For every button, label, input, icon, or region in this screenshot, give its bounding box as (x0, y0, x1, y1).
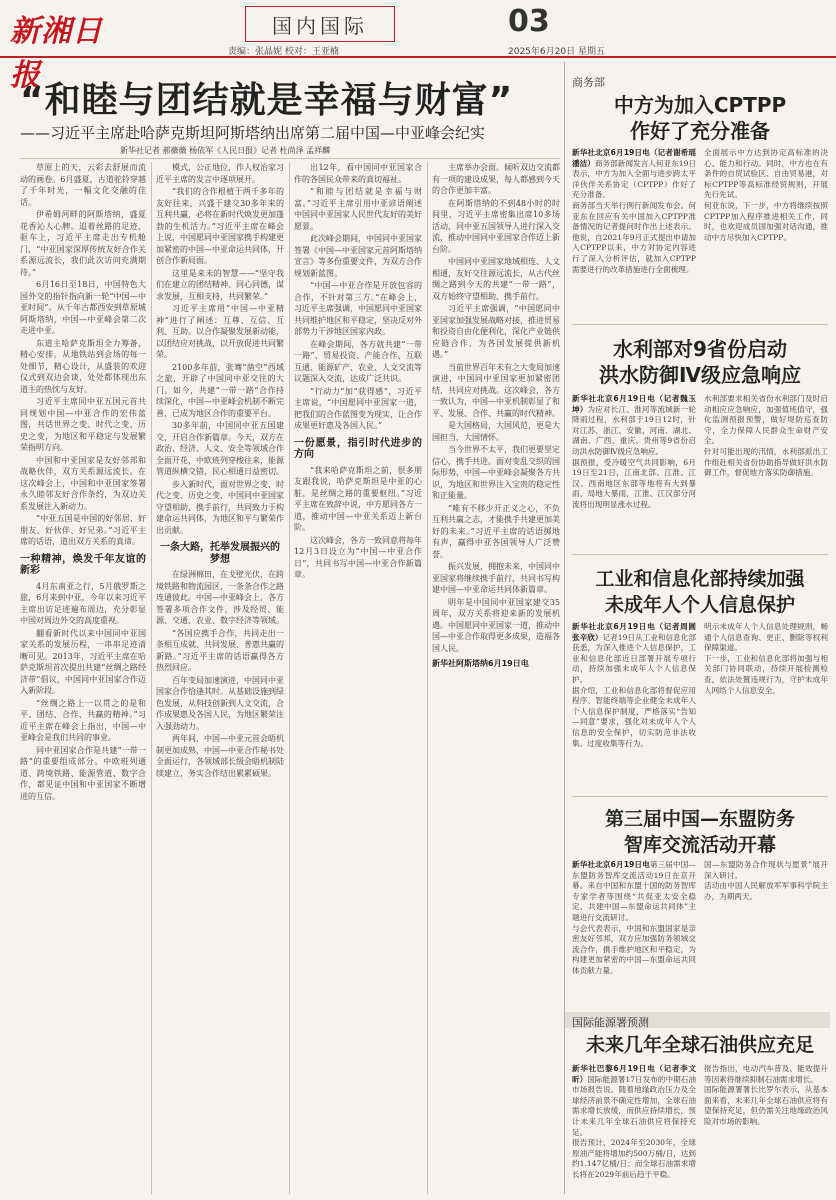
paragraph: 伊希姆河畔的阿斯塔纳，盛夏花香沁人心脾。追着丝路的足迹，驱车上，习近平主席走出专机舱门，“中亚国家深厚传统友好合作关系源远流长，我们此次访问充满期待。” (20, 210, 146, 277)
main-column-1 (20, 162, 146, 1194)
paragraph: 在阿斯塔纳的不到48小时的时间里，习近平主席密集出席10多场活动，同中亚五国领导人进行深入交流，推动中国同中亚国家合作迈上新台阶。 (432, 198, 560, 254)
paragraph: 明年是中国同中亚国家建交35周年，双方关系将迎来新的发展机遇。中国愿同中亚国家一道，推动中国—中亚合作取得更多成果，造福各国人民。 (432, 597, 560, 653)
paragraph: 习近平主席强调，“中国愿同中亚国家加强发展战略对接，推进贸易和投资自由化便利化，深化产业链供应链合作，为各国发展提供新机遇。” (432, 304, 560, 359)
story-tag: 国际能源署预测 (572, 1016, 649, 1029)
main-column-2 (156, 162, 284, 1194)
paragraph: 在峰会期间，各方就共建“一带一路”、贸易投资、产能合作、互联互通、能源矿产、农业、人文交流等议题深入交流，达成广泛共识。 (294, 339, 422, 383)
page-number: 03 (508, 4, 550, 39)
paragraph: 主席举办会面。倾听双边交流都有一项的建设成果，每人都感到今天的合作更加丰富。 (432, 163, 560, 195)
section-heading: 一份愿景，指引时代进步的方向 (294, 437, 422, 460)
paragraph: “各国应携手合作，共同走出一条相互成就、共同发展、普惠共赢的新路。”习近平主席的话语赢得各方热烈回应。 (156, 628, 284, 672)
paragraph: 是大国格局，大国风范，更是大国担当，大国情怀。 (432, 421, 560, 442)
paragraph: “中亚五国是中国的好邻居、好朋友、好伙伴、好兄弟。”习近平主席的话语，道出双方关系的真谛。 (20, 514, 146, 546)
paragraph: 中国和中亚国家是友好邻邦和战略伙伴，双方关系源远流长。在这次峰会上，中国和中亚国家签署永久睦邻友好合作条约，为双边关系发展注入新动力。 (20, 455, 146, 511)
story-body: 新华社巴黎6月19日电（记者李文昕）国际能源署17日发布的中期石油市场报告说，随着地缘政治压力及全球经济前景不确定性增加，全球石油需求增长放缓，而供应持续增长，预计未来几年全球石油供应将保持充足。 报告预计，2024年至2030年，全球原油产能将增加约500万桶/日，达到约1.147亿桶/日；而全球石油需求增长将在2029年前后趋于平稳。 (572, 1064, 696, 1179)
paragraph: 此次峰会期间，中国同中亚国家签署《中国—中亚国家元首阿斯塔纳宣言》等多份重要文件，为双方合作规划新蓝图。 (294, 234, 422, 278)
main-headline: “和睦与团结就是幸福与财富” (20, 80, 514, 121)
paragraph: 习近平主席用“中国—中亚精神”进行了阐述：互尊、互信、互利、互助。以合作凝聚发展新动能，以团结应对挑战，以开放促进共同繁荣。 (156, 304, 284, 359)
paragraph: 2100多年前，张骞“凿空”西域之旅，开辟了中国同中亚交往的大门。如今，共建“一带一路”合作持续深化，中国—中亚峰会机制不断完善，已成为地区合作的重要平台。 (156, 362, 284, 418)
section-tab: 国内国际 (245, 6, 395, 42)
paragraph: 当前世界百年未有之大变局加速演进，中国同中亚国家更加紧密团结，共同应对挑战。这次峰会，各方一致认为，中国—中亚机制彰显了和平、发展、合作、共赢的时代精神。 (432, 362, 560, 418)
issue-date: 2025年6月20日 星期五 (508, 47, 605, 57)
story-body: 新华社北京6月19日电（记者周圆 张辛欣）记者19日从工业和信息化部获悉，为深入推进个人信息保护，工业和信息化部近日部署开展专项行动，持续加强未成年人个人信息保护。 据介绍，工业和信息化部将督促应用程序、智能终端等企业健全未成年人个人信息保护制度，严格落实“告知—同意”要求，强化对未成年人个人信息的安全保护，切实防范非法收集、过度收集等行为。 (572, 622, 696, 748)
story-body: 报告指出，电动汽车普及、能效提升等因素将继续抑制石油需求增长。 国际能源署署长比罗尔表示，从基本面来看，未来几年全球石油供应将有望保持充足，但仍需关注地缘政治风险对市场的影响。 (704, 1064, 828, 1126)
story-headline: 工业和信息化部持续加强 未成年人个人信息保护 (595, 568, 805, 616)
paragraph: “和睦与团结就是幸福与财富。”习近平主席引用中亚谚语阐述中国同中亚国家人民世代友好的美好愿景。 (294, 187, 422, 231)
story-body: 水利部要求相关省份水利部门及时启动相应应急响应，加强值班值守，强化监测预报预警，做好堤防巡查防守，全力保障人民群众生命财产安全。 针对可能出现的汛情，水利部派出工作组赴相关省份协助指导做好洪水防御工作，督促地方落实防御措施。 (704, 394, 828, 478)
paragraph: 习近平主席同中亚五国元首共同规划中国—中亚合作的宏伟蓝图，共话世界之变、时代之变、历史之变，为地区和平稳定与发展繁荣指明方向。 (20, 397, 146, 452)
paragraph: 这里是来未的智慧——“坚守我们在建立的团结精神、同心同德，谋求发展，互相支持，共同繁荣。” (156, 268, 284, 301)
paragraph: “我来哈萨克斯坦之前，很多朋友跟我说，哈萨克斯坦是中亚的心脏，是丝绸之路的重要枢纽。”习近平主席在致辞中说，中方愿同各方一道，推动中国—中亚关系迈上新台阶。 (294, 465, 422, 532)
paragraph: 振兴发展，拥抱未来，中国同中亚国家将继续携手前行，共同书写构建中国—中亚命运共同体新篇章。 (432, 562, 560, 594)
story-tag: 商务部 (572, 76, 605, 89)
column-divider (289, 162, 290, 1194)
story-headline: 中方为加入CPTPP 作好了充分准备 (613, 93, 787, 143)
main-byline: 新华社记者 郝薇薇 杨依军《人民日报》记者 杜尚泽 孟祥麟 (120, 146, 331, 155)
section-heading: 一种精神，焕发千年友谊的新彩 (20, 553, 146, 576)
paragraph: 4月东南亚之行，5月俄罗斯之旅，6月来到中亚，今年以来习近平主席出访足迹遍布周边，充分彰显中国对周边外交的高度重视。 (20, 581, 146, 625)
paragraph: 6月16日至18日，中国特色大国外交的指针指向新一轮“中国—中亚时间”。从千年古都西安到草原城阿斯塔纳，中国—中亚峰会第二次走进中亚。 (20, 280, 146, 335)
paragraph: 两年间，中国—中亚元首会晤机制更加成熟，中国—中亚合作秘书处全面运行，各领域部长级会晤机制陆续建立，务实合作结出累累硕果。 (156, 734, 284, 778)
story-body: 新华社北京6月19日电第三届中国—东盟防务智库交流活动19日在京开幕。来自中国和东盟十国的防务智库专家学者等围绕“共促亚太安全稳定、共建中国—东盟命运共同体”主题进行交流研讨。 与会代表表示，中国和东盟国家是亲密友好邻邦，双方应加强防务领域交流合作，携手维护地区和平稳定，为构建更加紧密的中国—东盟命运共同体贡献力量。 (572, 860, 696, 975)
paragraph: “丝绸之路上一以贯之的是和平、团结、合作、共赢的精神。”习近平主席在峰会上指出，中国—中亚峰会是我们共同的事业。 (20, 698, 146, 742)
paragraph: 步入新时代，面对世界之变、时代之变、历史之变，中国同中亚国家守望相助、携手前行，共同致力于构建命运共同体，为地区和平与繁荣作出贡献。 (156, 479, 284, 535)
paragraph: 当今世界不太平，我们更要坚定信心，携手共进。面对变乱交织的国际形势，中国—中亚峰会凝聚各方共识，为地区和世界注入宝贵的稳定性和正能量。 (432, 445, 560, 500)
paragraph: “行动力”加“获得感”，习近平主席说，“中国愿同中亚国家一道，把我们的合作蓝图变为现实，让合作成果更好惠及各国人民。” (294, 386, 422, 430)
dateline-footer: 新华社阿斯塔纳6月19日电 (432, 659, 529, 668)
story-body: 明示未成年人个人信息处理规则，畅通个人信息查询、更正、删除等权利保障渠道。 下一步，工业和信息化部将加强与相关部门协同联动，持续开展检测检查，依法处置违规行为，守护未成年人网络个人信息安全。 (704, 622, 828, 695)
main-subheadline: ——习近平主席赴哈萨克斯坦阿斯塔纳出席第二届中国—中亚峰会纪实 (20, 124, 486, 142)
paragraph: “中国—中亚合作是开放包容的合作，不针对第三方。”在峰会上，习近平主席强调，中国愿同中亚国家共同维护地区和平稳定，坚决反对外部势力干涉地区国家内政。 (294, 281, 422, 336)
story-body: 全面展示中方达到协定高标准的决心、能力和行动。同时，中方也在有条件的自贸试验区、自由贸易港，对标CPTPP等高标准经贸规则，开展先行先试。 何亚东说，下一步，中方将继续按照CPTPP加入程序推进相关工作，同时，也欢迎成员国加强对话沟通，推动中方尽快加入CPTPP。 (704, 148, 828, 242)
paragraph: 出12年，看中国同中亚国家合作的各国民众带来的真切福祉。 (294, 163, 422, 184)
divider (572, 796, 828, 797)
paragraph: 30多年前，中国同中亚五国建交，开启合作新篇章。今天，双方在政治、经济、人文、安全等领域合作全面开花，中欧班列穿梭往来，能源管道纵横交错，民心相通日益密切。 (156, 421, 284, 476)
paragraph: 草原上的天，云彩去舒展而流动的画卷。6月盛夏，古道驼铃穿越了千年时光，一幅文化交融的佳话。 (20, 163, 146, 207)
divider (20, 158, 560, 159)
story-headline: 第三届中国—东盟防务 智库交流活动开幕 (604, 808, 795, 856)
column-divider (427, 162, 428, 1194)
main-column-3 (294, 162, 422, 1194)
section-heading: 一条大路，托举发展振兴的梦想 (160, 542, 280, 565)
divider (572, 554, 828, 555)
story-body: 国—东盟防务合作现状与愿景”展开深入研讨。 活动由中国人民解放军军事科学院主办，为期两天。 (704, 860, 828, 901)
paragraph: 东道主哈萨克斯坦全力筹备，精心安排，从地铁站到会场的每一处细节，精心设计，从盛装的欢迎仪式到双边会谈，处处都体现出东道主的热忱与友好。 (20, 338, 146, 394)
story-body: 新华社北京6月19日电（记者魏玉坤）为应对长江、淮河等流域新一轮降雨过程，水利部于19日12时，针对江苏、浙江、安徽、河南、湖北、湖南、广西、重庆、贵州等9省份启动洪水防御Ⅳ级应急响应。 据预报，受冷暖空气共同影响，6月19日至21日，江南北部、江淮、江汉、西南地区东部等地将有大到暴雨，局地大暴雨，江淮、江汉部分河流将出现明显涨水过程。 (572, 394, 696, 509)
paragraph: 在绿洲棉田，在戈壁光伏，在跨境铁路和物流园区，一条条合作之路连通彼此。中国—中亚峰会上，各方签署多项合作文件，涉及经贸、能源、交通、农业、数字经济等领域。 (156, 570, 284, 625)
paragraph: “我们的合作根植于两千多年的友好往来，兴盛于建交30多年来的互利共赢，必将在新时代焕发更加蓬勃的生机活力。”习近平主席在峰会上说，中国愿同中亚国家携手构建更加紧密的中国—中亚命运共同体，开创合作新局面。 (156, 187, 284, 265)
paragraph: 同中亚国家合作是共建“一带一路”的重要组成部分。中欧班列通道、跨境铁路、能源管道、数字合作，都见证中国和中亚国家不断增进的互信。 (20, 745, 146, 801)
story-body: 新华社北京6月19日电（记者谢希瑶 潘洁）商务部新闻发言人何亚东19日表示，中方为加入全面与进步跨太平洋伙伴关系协定（CPTPP）作好了充分准备。 商务部当天举行例行新闻发布会。何亚东在回应有关中国加入CPTPP准备情况的记者提问时作出上述表示。他说，自2021年9月正式提出申请加入CPTPP以来，中方对协定内容进行了深入分析评估，就加入CPTPP需要进行的改革措施进行全面梳理。 (572, 148, 696, 274)
paragraph: 模式，公正地位，作人权治家习近平主席的发言中逐项展开。 (156, 163, 284, 184)
paragraph: 这次峰会，各方一致同意将每年12月3日设立为“中国—中亚合作日”，共同书写中国—中亚合作新篇章。 (294, 535, 422, 579)
paragraph: 中国同中亚国家地域相连、人文相通，友好交往源远流长，从古代丝绸之路到今天的共建“一带一路”，双方始终守望相助、携手前行。 (432, 257, 560, 301)
story-headline: 未来几年全球石油供应充足 (585, 1034, 814, 1056)
newspaper-logo: 新湘日报 (10, 14, 103, 93)
paragraph: 百年变局加速演进，中国同中亚国家合作恰逢其时。从基础设施到绿色发展，从科技创新到人文交流，合作成果惠及各国人民，为地区繁荣注入强劲动力。 (156, 675, 284, 731)
paragraph: “唯有不移少开正义之心，不负互利共赢之志，才能携手共建更加美好的未来。”习近平主席的话语掷地有声，赢得中亚各国领导人广泛赞誉。 (432, 503, 560, 559)
main-column-4 (432, 162, 560, 1194)
paragraph: 翻看新时代以来中国同中亚国家关系的发展历程，一串串足迹清晰可见。2013年，习近平主席在哈萨克斯坦首次提出共建“丝绸之路经济带”倡议，中国同中亚国家合作迈入新阶段。 (20, 628, 146, 695)
divider (572, 324, 828, 325)
column-divider (151, 162, 152, 1194)
story-headline: 水利部对9省份启动 洪水防御Ⅳ级应急响应 (599, 337, 801, 387)
editors-line: 责编：张晶妮 校对：王亚楠 (228, 47, 339, 57)
